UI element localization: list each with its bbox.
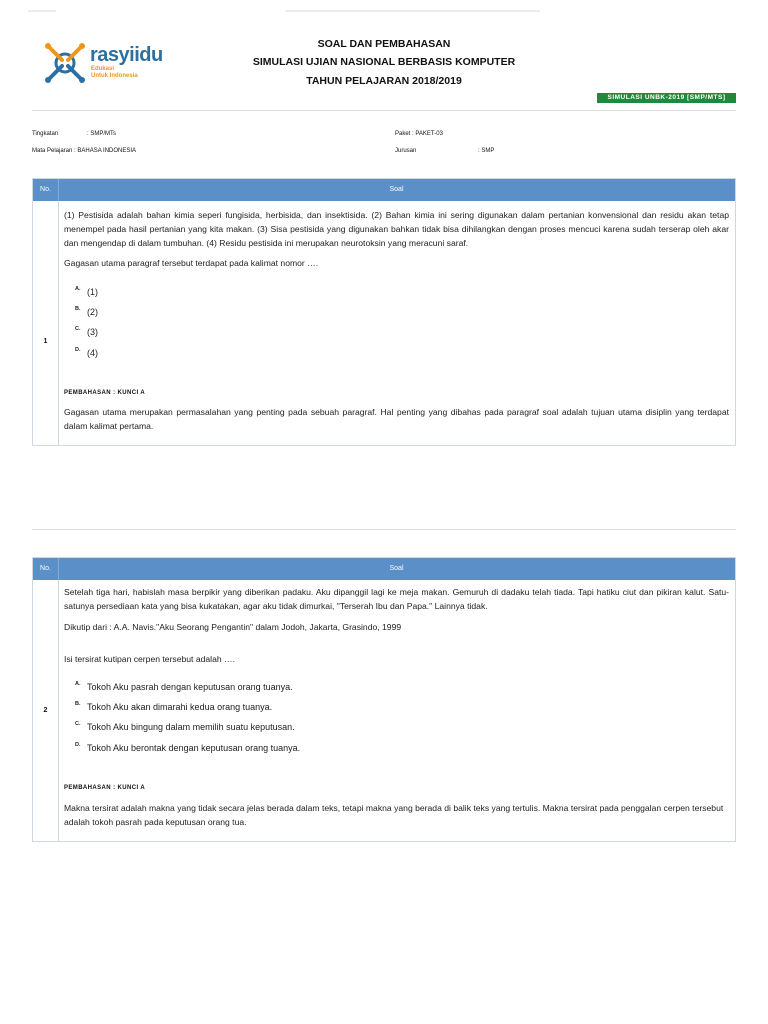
option-b[interactable] <box>75 307 98 317</box>
option-label: D. <box>75 742 81 748</box>
option-text: (3) <box>87 327 98 337</box>
option-text: (4) <box>87 348 98 358</box>
header-title-2: SIMULASI UJIAN NASIONAL BERBASIS KOMPUTER <box>252 56 516 68</box>
option-label: C. <box>75 326 81 332</box>
header-no: No. <box>33 179 59 201</box>
question-source: Dikutip dari : A.A. Navis."Aku Seorang Pengantin" dalam Jodoh, Jakarta, Grasindo, 1999 <box>64 622 402 632</box>
jurusan-label: Jurusan <box>395 148 417 154</box>
pembahasan-text: Makna tersirat adalah makna yang tidak secara jelas berada dalam teks, tetapi makna yang berada di balik teks yang tertulis. Makna tersirat pada penggalan cerpen tersebut adalah tokoh pasrah pada keputusan orang tua. <box>64 803 724 827</box>
option-label: B. <box>75 701 81 707</box>
option-d[interactable] <box>75 348 98 358</box>
question-prompt: Gagasan utama paragraf tersebut terdapat pada kalimat nomor …. <box>64 258 319 268</box>
header-title-1: SOAL DAN PEMBAHASAN <box>317 38 451 50</box>
option-b[interactable] <box>75 702 272 712</box>
tingkatan-value: : SMP/MTs <box>87 131 117 137</box>
table-header <box>33 558 735 580</box>
logo-tagline-2: Untuk Indonesia <box>91 73 138 79</box>
header-soal: Soal <box>389 186 404 193</box>
question-prompt: Isi tersirat kutipan cerpen tersebut adalah …. <box>64 654 236 664</box>
option-text: Tokoh Aku akan dimarahi kedua orang tuanya. <box>87 702 273 712</box>
table-header <box>33 179 735 201</box>
logo-name: rasyiidu <box>90 44 163 66</box>
option-text: Tokoh Aku berontak dengan keputusan orang tuanya. <box>87 743 301 753</box>
pembahasan-label: PEMBAHASAN : KUNCI A <box>64 390 146 396</box>
mapel-info: Mata Pelajaran : BAHASA INDONESIA <box>32 148 137 154</box>
option-text: (1) <box>87 287 98 297</box>
option-a[interactable] <box>75 682 293 692</box>
header-divider <box>32 110 736 111</box>
tingkatan-label: Tingkatan <box>32 131 59 137</box>
logo-tagline-1: Edukasi <box>91 66 115 72</box>
question-passage: (1) Pestisida adalah bahan kimia seperi fungisida, herbisida, dan insektisida. (2) Bahan kimia ini sering digunakan dalam pertanian konvensional dan residu akan tetap menempel pada hasil pertanian yang kita makan. (3) Sisa pestisida yang digunakan bahkan tidak bisa dihilangkan dengan proses mencuci karena sudah terserap oleh akar dan mengendap di dalam tumbuhan. (4) Residu pestisida ini merupakan neurotoksin yang meracuni saraf. <box>64 210 729 248</box>
pembahasan-text: Gagasan utama merupakan permasalahan yang penting pada sebuah paragraf. Hal penting yang dibahas pada paragraf soal adalah tujuan utama disiplin yang terdapat dalam kalimat pertama. <box>64 407 729 431</box>
option-label: A. <box>75 681 81 687</box>
option-label: B. <box>75 306 81 312</box>
faint-top-text <box>285 10 540 12</box>
page-top-strip <box>0 0 768 14</box>
exam-badge: SIMULASI UNBK-2019 [SMP/MTS] <box>597 93 736 103</box>
option-label: A. <box>75 286 81 292</box>
question-body-2 <box>33 580 735 841</box>
option-c[interactable] <box>75 327 98 337</box>
question-passage: Setelah tiga hari, habislah masa berpikir yang diberikan padaku. Aku dipanggil lagi ke meja makan. Gemuruh di dadaku telah tiada. Tapi hatiku ciut dan pikiran kalut. Satu-satunya persediaan kata yang bisa kukatakan, agar aku tidak dimurkai, "Terserah Ibu dan Papa." Lainnya tidak. <box>64 587 729 611</box>
option-text: Tokoh Aku bingung dalam memilih suatu keputusan. <box>87 722 295 732</box>
question-body-1 <box>33 201 735 445</box>
paket-info: Paket : PAKET-03 <box>395 131 443 137</box>
question-table-2 <box>32 557 736 842</box>
pembahasan-label: PEMBAHASAN : KUNCI A <box>64 785 146 791</box>
number-column <box>33 580 59 841</box>
option-text: Tokoh Aku pasrah dengan keputusan orang tuanya. <box>87 682 293 692</box>
option-text: (2) <box>87 307 98 317</box>
question-number: 2 <box>43 707 48 714</box>
section-divider <box>32 529 736 530</box>
faint-top-text-left <box>28 10 56 12</box>
header-title-3: TAHUN PELAJARAN 2018/2019 <box>306 75 462 87</box>
option-a[interactable] <box>75 287 98 297</box>
option-label: D. <box>75 347 81 353</box>
option-c[interactable] <box>75 722 295 732</box>
jurusan-value: : SMP <box>478 148 495 154</box>
header-no: No. <box>33 558 59 580</box>
question-table-1 <box>32 178 736 446</box>
header-soal: Soal <box>389 565 404 572</box>
number-column <box>33 201 59 445</box>
option-d[interactable] <box>75 743 300 753</box>
question-number: 1 <box>43 338 48 345</box>
option-label: C. <box>75 721 81 727</box>
